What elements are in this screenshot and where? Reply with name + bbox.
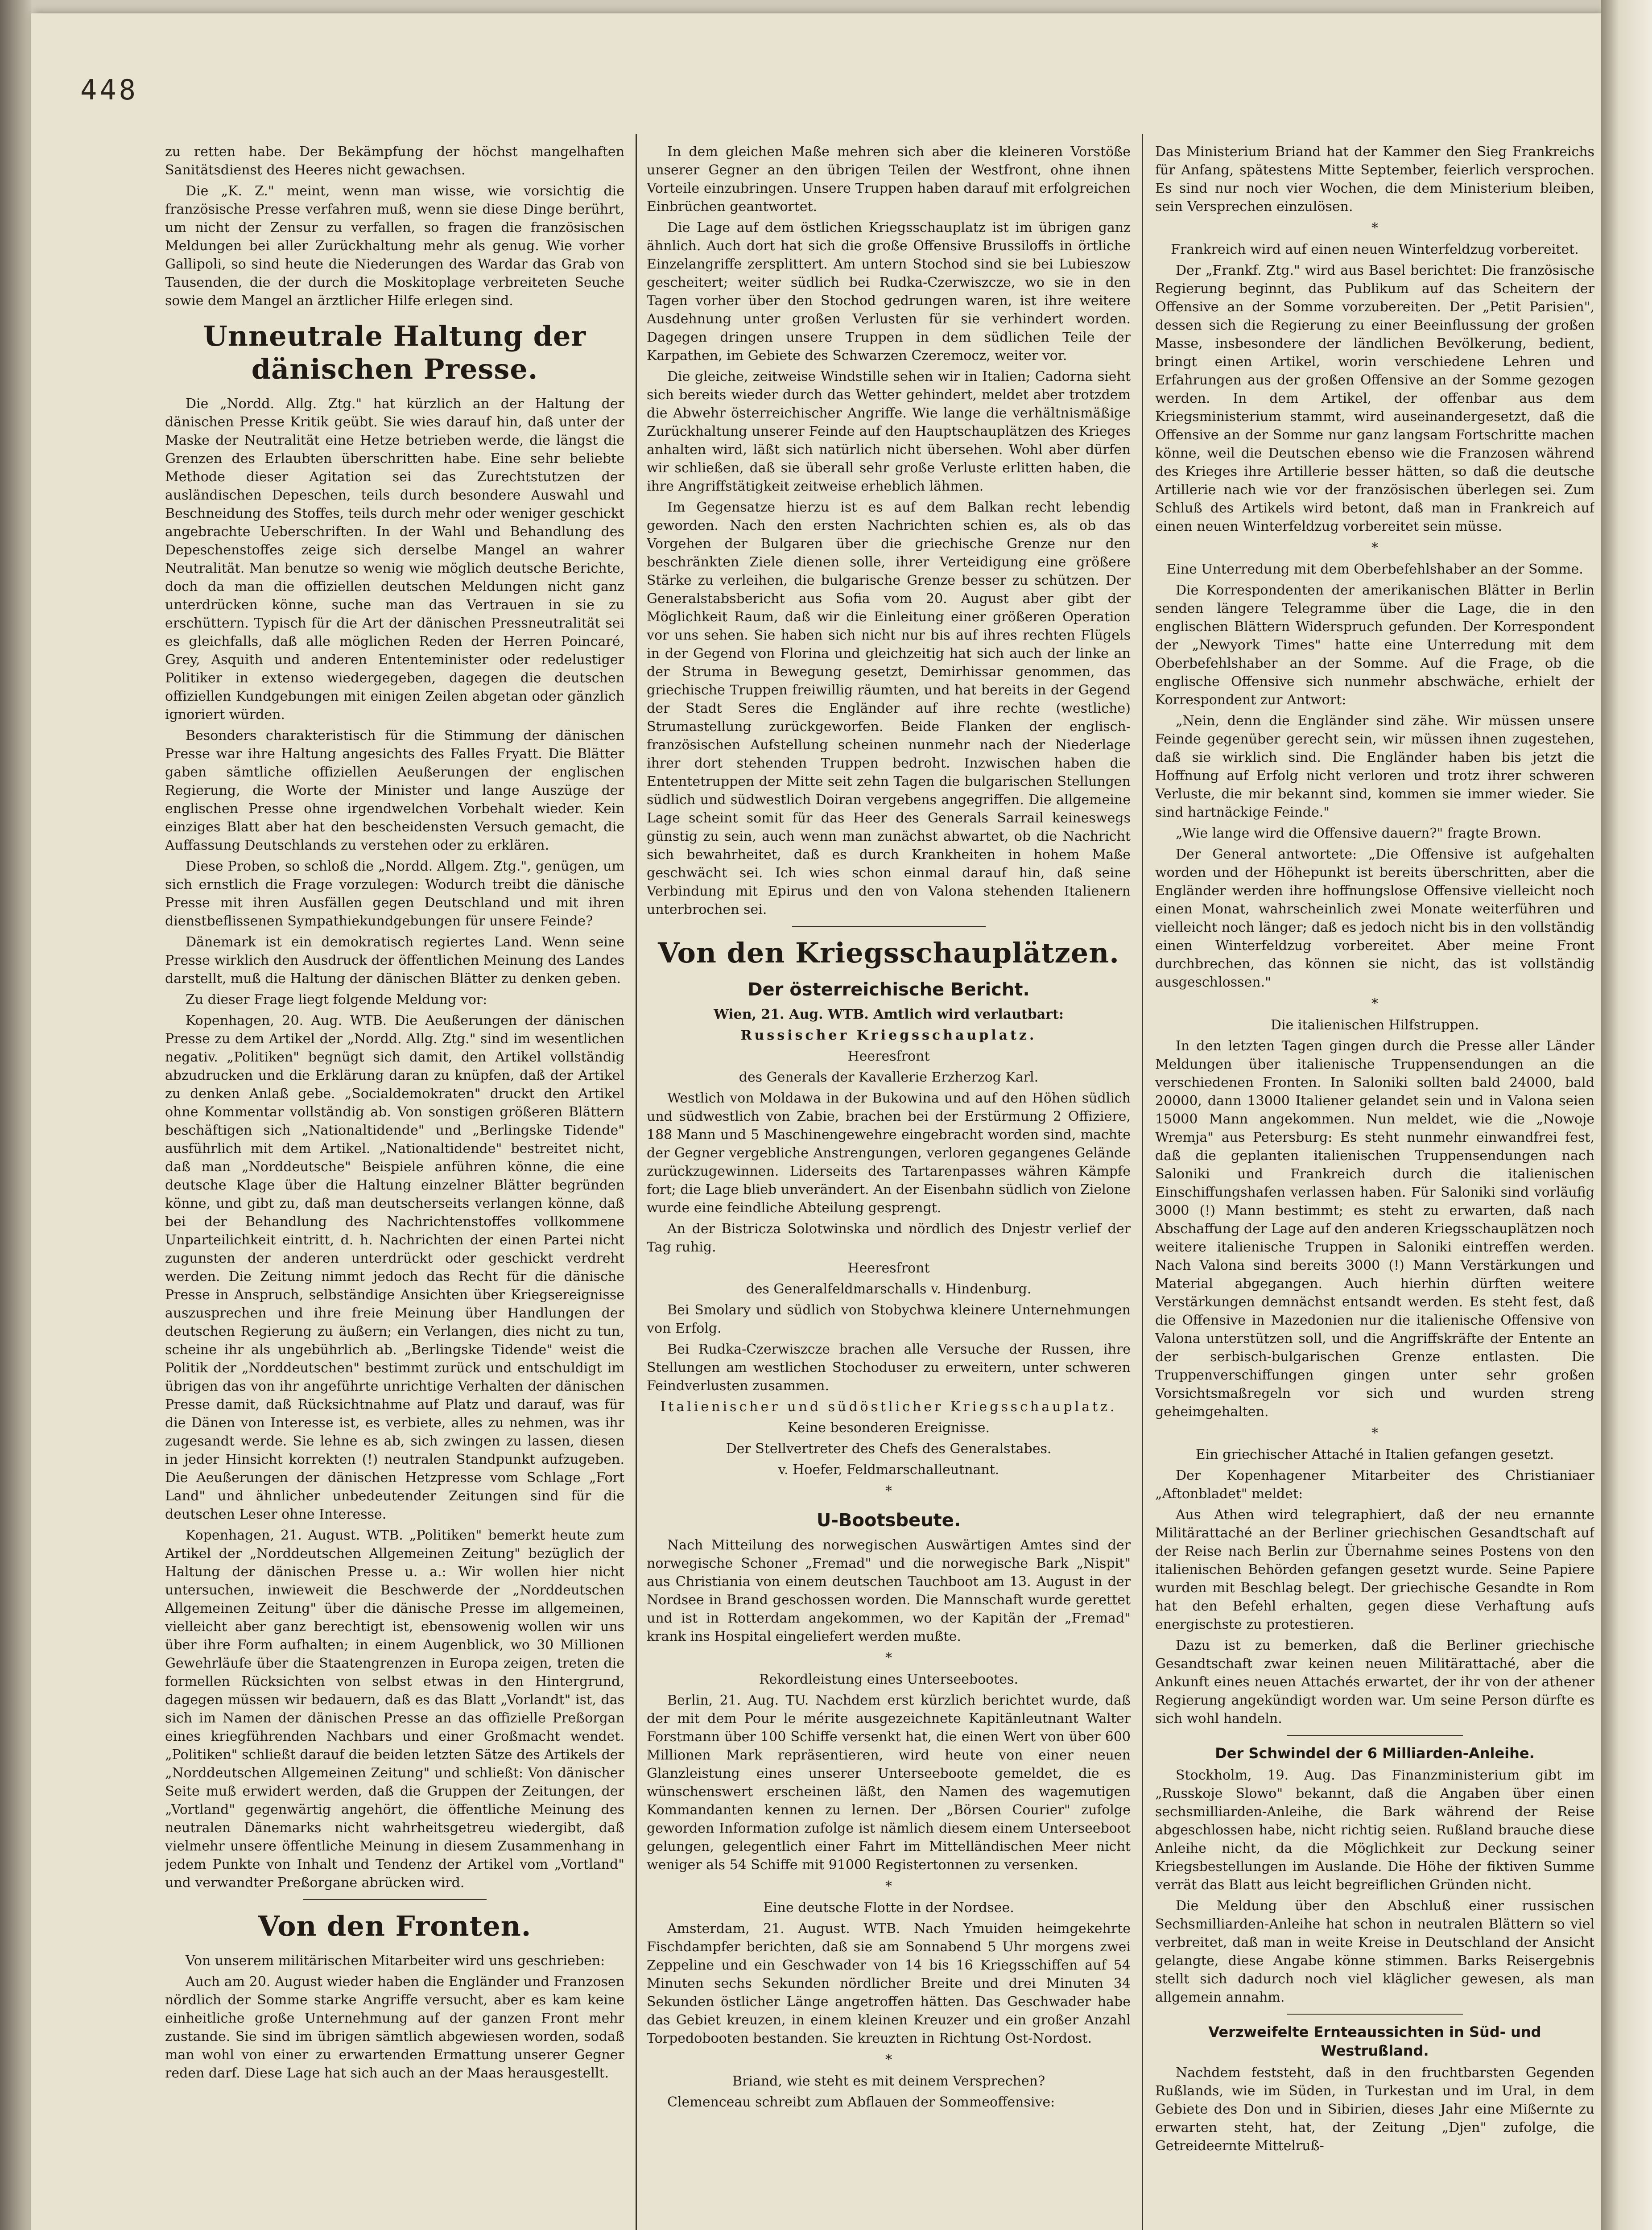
section-label: des Generalfeldmarschalls v. Hindenburg. [746, 1281, 1032, 1297]
paragraph: Die „K. Z." meint, wenn man wisse, wie vorsichtig die französische Presse verfahren muß, wenn sie diese Dinge berührt, um nicht der Zensur zu verfallen, so fragen die französischen Meldungen bei aller Zurückhaltung mehr als genug. Wie vorher Gallipoli, so sind heute die Niederungen des Wardar das Grab von Tausenden, die der durch die Moskitoplage verbreiteten Seuche sowie dem Mangel an ärztlicher Hilfe erlegen sind. [165, 183, 624, 309]
paragraph: Zu dieser Frage liegt folgende Meldung vor: [186, 992, 487, 1008]
column-rule [636, 134, 637, 2230]
paragraph: Westlich von Moldawa in der Bukowina und auf den Höhen südlich und südwestlich von Zabie, brachen bei der Erstürmung 2 Offiziere, 188 Mann und 5 Maschinengewehre eingebracht worden sind, machte der Gegner vergebliche Anstrengungen, verloren gegangenes Gelände zurückzugewinnen. Liderseits des Tartarenpasses währen Kämpfe fort; die Lage blieb unverändert. An der Eisenbahn südlich von Zielone wurde eine feindliche Abteilung gesprengt. [647, 1090, 1131, 1216]
separator-star: * [1371, 220, 1378, 236]
paragraph: Die Korrespondenten der amerikanischen Blätter in Berlin senden längere Telegramme über die Lage, die in den englischen Blättern Widerspruch gefunden. Der Korrespondent der „Newyork Times" hatte eine Unterredung mit dem Oberbefehlshaber an der Somme. Auf die Frage, ob die englische Offensive sich nunmehr abschwäche, erhielt der Korrespondent zur Antwort: [1155, 582, 1594, 708]
paragraph: Kopenhagen, 20. Aug. WTB. Die Aeußerungen der dänischen Presse zu dem Artikel der „Nordd. Allg. Ztg." sind im wesentlichen negativ. „Politiken" begnügt sich damit, den Artikel vollständig abzudrucken und die Erklärung daran zu knüpfen, daß der Artikel zu denken Anlaß gebe. „Socialdemokraten" druckt den Artikel ohne Kommentar vollständig ab. Von sonstigen größeren Blättern beschäftigen sich „Nationaltidende" und „Berlingske Tidende" ausführlich mit dem Artikel. „Nationaltidende" bestreitet nicht, daß man „Norddeutsche" Beispiele anführen könne, die eine deutsche Klage über die Haltung einzelner Blätter begründen könne, und gibt zu, daß man deutscherseits verlangen könne, daß bei der Behandlung des Nachrichtenstoffes vollkommene Unparteilichkeit eintritt, d. h. Nachrichten der einen Partei nicht zugunsten der anderen unterdrückt oder geschickt verdreht werden. Die Zeitung nimmt jedoch das Recht für die dänische Presse in Anspruch, selbständige Ansichten über Kriegsereignisse auszusprechen und ihre freie Meinung über Handlungen der deutschen Regierung zu äußern; ein Verlangen, dies nicht zu tun, scheine ihr als ungebührlich ab. „Berlingske Tidende" weist die Politik der „Norddeutschen" bestimmt zurück und entschuldigt im übrigen das von ihr angeführte unrichtige Verhalten der dänischen Presse damit, daß Rücksichtnahme auf Platz und darauf, was für die Dänen von Interesse ist, es verbiete, alles zu nehmen, was ihr zugesandt werde. Sie lehne es ab, sich zwingen zu lassen, diesen in jeder Hinsicht korrekten (!) neutralen Standpunkt aufzugeben. Die Aeußerungen der dänischen Hetzpresse vom Schlage „Fort Land" und ähnlicher unbedeutender Zeitungen sind für die deutschen Leser ohne Interesse. [165, 1013, 624, 1522]
column-2 [647, 143, 1131, 2230]
paragraph: Kopenhagen, 21. August. WTB. „Politiken" bemerkt heute zum Artikel der „Norddeutschen Allgemeinen Zeitung" bezüglich der Haltung der dänischen Presse u. a.: Wir wollen hier nicht untersuchen, inwieweit die Beschwerde der „Norddeutschen Allgemeinen Zeitung" über die dänische Presse im allgemeinen, vielleicht aber ganz berechtigt ist, ebensowenig wollen wir uns über ihre Form aufhalten; in einem Augenblick, wo 30 Millionen Gewehrläufe über die Staatengrenzen in Europa zeigen, treten die formellen Rücksichten von selbst etwas in den Hintergrund, dagegen müssen wir bedauern, daß es das Blatt „Vorlandt" ist, das sich im Namen der dänischen Presse an das offizielle Preßorgan eines kriegführenden Nachbars und einer Großmacht wendet. „Politiken" schließt darauf die beiden letzten Sätze des Artikels der „Norddeutschen Allgemeinen Zeitung" und schließt: Von dänischer Seite muß erwidert werden, daß die Gruppen der Zeitungen, der „Vortland" gegenwärtig angehört, die öffentliche Meinung des neutralen Dänemarks nicht wahrheitsgetreu wiedergibt, daß vielmehr unsere öffentliche Meinung in diesem Zusammenhang in jedem Punkte von Inhalt und Tendenz der Artikel vom „Vortland" und verwandter Preßorgane abrücken wird. [165, 1528, 624, 1891]
paragraph: Bei Rudka-Czerwiszcze brachen alle Versuche der Russen, ihre Stellungen am westlichen Stochoduser zu erweitern, unter schweren Feindverlusten zusammen. [647, 1342, 1131, 1394]
section-label: Russischer Kriegsschauplatz. [740, 1028, 1037, 1043]
headline-schwindel: Der Schwindel der 6 Milliarden-Anleihe. [1215, 1745, 1535, 1762]
headline-kriegsschauplaetze: Von den Kriegsschauplätzen. [658, 937, 1119, 969]
divider [303, 1899, 487, 1900]
paragraph: Berlin, 21. Aug. TU. Nachdem erst kürzlich berichtet wurde, daß der mit dem Pour le mérite ausgezeichnete Kapitänleutnant Walter Forstmann über 100 Schiffe versenkt hat, die einen Wert von über 600 Millionen Mark repräsentieren, wird heute von einer neuen Glanzleistung eines unserer Unterseeboote gemeldet, die es wünschenswert erscheinen läßt, den Namen des wagemutigen Kommandanten kennen zu lernen. Der „Börsen Courier" zufolge geworden Information zufolge ist nämlich diesem einem Unterseeboot gelungen, gelegentlich einer Fahrt im Mittelländischen Meer nicht weniger als 54 Schiffe mit 91000 Registertonnen zu versenken. [647, 1693, 1131, 1873]
separator-star: * [885, 1650, 892, 1666]
book-spine [0, 0, 31, 2230]
paragraph: Dazu ist zu bemerken, daß die Berliner griechische Gesandtschaft zwar keinen neuen Militärattaché, aber die Ankunft eines neuen Attachés erwartet, der ihr von der athener Regierung angekündigt worden war. Um seine Person dürfte es sich wohl handeln. [1155, 1638, 1594, 1726]
page-edge [1601, 0, 1652, 2230]
headline-uboot: U-Bootsbeute. [816, 1510, 961, 1531]
paragraph: Die „Nordd. Allg. Ztg." hat kürzlich an der Haltung der dänischen Presse Kritik geübt. Sie wies darauf hin, daß unter der Maske der Neutralität eine Hetze betrieben werde, die längst die Grenzen des Erlaubten überschritten habe. Eine sehr beliebte Methode dieser Agitation sei das Zurechtstutzen der ausländischen Depeschen, teils durch besondere Auswahl und Beschneidung des Stoffes, teils durch mehr oder weniger geschickt angebrachte Ueberschriften. In der Wahl und Behandlung des Depeschenstoffes zeige sich derselbe Mangel an wahrer Neutralität. Man benutze so wenig wie möglich deutsche Berichte, doch da man die offiziellen deutschen Meldungen nicht ganz unterdrücken könne, suche man das Vertrauen in sie zu erschüttern. Typisch für die Art der dänischen Pressneutralität sei es gleichfalls, daß alle möglichen Reden der Herren Poincaré, Grey, Asquith und anderen Ententeminister oder redelustiger Politiker in extenso wiedergegeben, dagegen die deutschen offiziellen Kundgebungen mit einigen Zeilen abgetan oder gänzlich ignoriert würden. [165, 396, 624, 723]
paragraph: „Wie lange wird die Offensive dauern?" fragte Brown. [1176, 826, 1541, 841]
dateline: Wien, 21. Aug. WTB. Amtlich wird verlautbart: [714, 1007, 1064, 1022]
paragraph: Amsterdam, 21. August. WTB. Nach Ymuiden heimgekehrte Fischdampfer berichten, daß sie am Sonnabend 5 Uhr morgens zwei Zeppeline und ein Geschwader von 14 bis 16 Kriegsschiffen auf 54 Minuten sechs Sekunden nördlicher Breite und drei Minuten 34 Sekunden östlicher Länge angetroffen hätten. Das Geschwader habe das Gebiet kreuzen, in einem kleinen Kreuzer und ein großer Anzahl Torpedobooten bestanden. Sie kreuzten in Richtung Ost-Nordost. [647, 1921, 1131, 2046]
headline-unneutral: Unneutrale Haltung der dänischen Presse. [203, 320, 586, 385]
separator-star: * [885, 2052, 892, 2068]
paragraph: Diese Proben, so schloß die „Nordd. Allgem. Ztg.", genügen, um sich ernstlich die Frage vorzulegen: Wodurch treibt die dänische Presse mit ihren Ausfällen gegen Deutschland und mit ihren dienstbeflissenen Sympathiekundgebungen für unsere Feinde? [165, 859, 624, 929]
paragraph: Die Meldung über den Abschluß einer russischen Sechsmilliarden-Anleihe hat schon in neutralen Blättern so viel verbreitet, daß man in weite Kreise in Deutschland der Ansicht gelangte, diese Angabe könne stimmen. Barks Reisergebnis stellt sich dadurch noch viel kläglicher gewesen, als man allgemein annahm. [1155, 1898, 1594, 2005]
separator-star: * [885, 1879, 892, 1894]
column-rule [1142, 134, 1143, 2230]
paragraph: Von unserem militärischen Mitarbeiter wird uns geschrieben: [186, 1953, 605, 1969]
paragraph: Der General antwortete: „Die Offensive ist aufgehalten worden und der Höhepunkt ist bereits überschritten, aber die Engländer werden ihre hoffnungslose Offensive vielleicht noch einen Monat, wahrscheinlich zwei Monate weiterführen und vielleicht noch länger; daß es jedoch nicht bis in den vollständig einen Winterfeldzug vorbereitet. Aber meine Front durchbrechen, das können sie nicht, das ist vollständig ausgeschlossen." [1155, 847, 1594, 990]
paragraph: Stockholm, 19. Aug. Das Finanzministerium gibt im „Russkoje Slowo" bekannt, daß die Angaben über einen sechsmilliarden-Anleihe, die Bark während der Reise abgeschlossen habe, nicht richtig seien. Rußland brauche diese Anleihe nicht, da die Möglichkeit zur Deckung seiner Kriegsbestellungen im Auslande. Die Höhe der fiktiven Summe verrät das Blatt aus leicht begreiflichen Gründen nicht. [1155, 1767, 1594, 1893]
separator-star: * [885, 1483, 892, 1499]
paragraph: Die gleiche, zeitweise Windstille sehen wir in Italien; Cadorna sieht sich bereits wieder durch das Wetter gehindert, meldet aber trotzdem die Abwehr österreichischer Angriffe. Wie lange die verhältnismäßige Zurückhaltung unserer Feinde auf den Hauptschauplätzen des Krieges anhalten wird, läßt sich natürlich nicht übersehen. Wohl aber dürfen wir schließen, daß sie überall sehr große Verluste erlitten haben, die ihre Angriffstätigkeit zeitweise erheblich lähmen. [647, 369, 1131, 494]
section-label: Heeresfront [847, 1049, 930, 1064]
signature: Der Stellvertreter des Chefs des Generalstabes. [726, 1441, 1052, 1457]
subheadline-winterfeldzug: Frankreich wird auf einen neuen Winterfeldzug vorbereitet. [1171, 242, 1579, 257]
paragraph: zu retten habe. Der Bekämpfung der höchst mangelhaften Sanitätsdienst des Heeres nicht gewachsen. [165, 144, 624, 178]
paragraph: Bei Smolary und südlich von Stobychwa kleinere Unternehmungen von Erfolg. [647, 1302, 1131, 1336]
section-label: Italienischer und südöstlicher Kriegsschauplatz. [660, 1399, 1117, 1415]
subheadline-flotte: Eine deutsche Flotte in der Nordsee. [763, 1900, 1014, 1916]
paragraph: Das Ministerium Briand hat der Kammer den Sieg Frankreichs für Anfang, spätestens Mitte September, feierlich versprochen. Es sind nur noch vier Wochen, die dem Ministerium bleiben, sein Versprechen einzulösen. [1155, 144, 1594, 215]
paragraph: In den letzten Tagen gingen durch die Presse aller Länder Meldungen über italienische Truppensendungen an die verschiedenen Fronten. In Saloniki sollten bald 24000, bald 20000, dann 13000 Italiener gelandet sein und in Valona seien 15000 Mann angekommen. Nun meldet, wie die „Nowoje Wremja" aus Petersburg: Es steht nunmehr einwandfrei fest, daß die geplanten italienischen Truppensendungen nach Saloniki und Frankreich durch die italienischen Einschiffungshafen verlassen haben. Für Saloniki sind vorläufig 3000 (!) Mann bestimmt; es steht zu erwarten, daß nach Abschaffung der Lage auf den anderen Kriegsschauplätzen noch weitere italienische Truppen in Saloniki eintreffen werden. Nach Valona sind bereits 3000 (!) Mann Verstärkungen und Material abgegangen. Auch hierhin dürften weitere Verstärkungen demnächst entsandt werden. Es steht fest, daß die Offensive in Mazedonien nur die italienische Offensive von Valona unterstützen soll, und die Angriffskräfte der Entente an der serbisch-bulgarischen Grenze entlasten. Die Truppenverschiffungen gingen unter sehr großen Vorsichtsmaßregeln vor sich und wurden streng geheimgehalten. [1155, 1038, 1594, 1420]
section-label: Keine besonderen Ereignisse. [787, 1420, 990, 1436]
paragraph: Nach Mitteilung des norwegischen Auswärtigen Amtes sind der norwegische Schoner „Fremad" und die norwegische Bark „Nispit" aus Christiania von einem deutschen Tauchboot am 13. August in der Nordsee in Brand geschossen worden. Die Mannschaft wurde gerettet und ist in Rotterdam angekommen, wo der Kapitän der „Fremad" krank ins Hospital eingeliefert werden mußte. [647, 1537, 1131, 1644]
divider [792, 926, 986, 927]
subheadline-unterredung: Eine Unterredung mit dem Oberbefehlshaber an der Somme. [1166, 562, 1583, 577]
paragraph: „Nein, denn die Engländer sind zähe. Wir müssen unsere Feinde gegenüber gerecht sein, wir müssen ihnen zugestehen, daß sie wirklich sind. Die Engländer haben bis jetzt die Hoffnung auf Erfolg nicht verloren und trotz ihrer schweren Verluste, die mir bekannt sind, kommen sie immer wieder. Sie sind hartnäckige Feinde." [1155, 713, 1594, 820]
paragraph: Besonders charakteristisch für die Stimmung der dänischen Presse war ihre Haltung angesichts des Falles Fryatt. Die Blätter gaben sämtliche offiziellen Aeußerungen der englischen Regierung, die Worte der Minister und lange Auszüge der englischen Presse ohne irgendwelchen Vorbehalt wieder. Kein einziges Blatt aber hat den bescheidensten Versuch gemacht, die Auffassung Deutschlands zu verstehen oder zu erklären. [165, 728, 624, 853]
section-label: Heeresfront [847, 1260, 930, 1276]
column-3 [1155, 143, 1594, 2230]
separator-star: * [1371, 540, 1378, 556]
paragraph: Der Kopenhagener Mitarbeiter des Christianiaer „Aftonbladet" meldet: [1155, 1468, 1594, 1502]
paragraph: Aus Athen wird telegraphiert, daß der neu ernannte Militärattaché an der Berliner griechischen Gesandtschaft auf der Reise nach Berlin zur Übernahme seines Postens von den italienischen Behörden gefangen gesetzt wurde. Seine Papiere wurden mit Beschlag belegt. Der griechische Gesandte in Rom hat den Befehl erhalten, gegen diese Verhaftung aufs energischste zu protestieren. [1155, 1507, 1594, 1632]
signature: v. Hoefer, Feldmarschalleutnant. [778, 1462, 999, 1478]
headline-ernte: Verzweifelte Ernteaussichten in Süd- und Westrußland. [1208, 2024, 1541, 2059]
column-1 [165, 143, 624, 2230]
paragraph: Auch am 20. August wieder haben die Engländer und Franzosen nördlich der Somme starke Angriffe versucht, aber es kam keine einheitliche große Unternehmung auf der ganzen Front mehr zustande. Sie sind im übrigen sämtlich abgewiesen worden, sodaß man wohl von einer zu erwartenden Ermattung unserer Gegner reden darf. Diese Lage hat sich auch an der Maas herausgestellt. [165, 1974, 624, 2081]
subheadline-rekord: Rekordleistung eines Unterseebootes. [759, 1672, 1018, 1687]
subheadline-hilfstruppen: Die italienischen Hilfstruppen. [1270, 1017, 1479, 1033]
separator-star: * [1371, 996, 1378, 1012]
paragraph: Der „Frankf. Ztg." wird aus Basel berichtet: Die französische Regierung beginnt, das Publikum auf das Scheitern der Offensive an der Somme vorzubereiten. Der „Petit Parisien", dessen sich die Regierung zu einer Beeinflussung der großen Masse, insbesondere der ländlichen Bevölkerung, bedient, bringt einen Artikel, worin verschiedene Lehren und Erfahrungen aus der großen Offensive an der Somme gezogen werden. In dem Artikel, der offenbar aus dem Kriegsministerium stammt, wird auseinandergesetzt, daß die Offensive an der Somme nur ganz langsam Fortschritte machen könne, weil die Deutschen ebenso wie die Franzosen während des Krieges ihre Artillerie besser hätten, so daß die deutsche Artillerie nach wie vor der französischen überlegen sei. Zum Schluß des Artikels wird betont, daß man in Frankreich auf einen neuen Winterfeldzug vorbereitet sein müsse. [1155, 263, 1594, 534]
paragraph: In dem gleichen Maße mehren sich aber die kleineren Vorstöße unserer Gegner an den übrigen Teilen der Westfront, ohne ihnen Vorteile einzubringen. Unsere Truppen haben darauf mit erfolgreichen Einbrüchen geantwortet. [647, 144, 1131, 215]
paragraph: Dänemark ist ein demokratisch regiertes Land. Wenn seine Presse wirklich den Ausdruck der öffentlichen Meinung des Landes darstellt, muß die Haltung der dänischen Blätter zu denken geben. [165, 934, 624, 987]
paragraph: Die Lage auf dem östlichen Kriegsschauplatz ist im übrigen ganz ähnlich. Auch dort hat sich die große Offensive Brussiloffs in örtliche Einzelangriffe zersplittert. Am untern Stochod sind sie bei Lubieszow gescheitert; weiter südlich bei Rudka-Czerwiszcze, wo sie in den Tagen vorher über den Stochod gedrungen waren, ist ihre weitere Ausdehnung unter großen Verlusten für sie verhindert worden. Dagegen dringen unsere Truppen in dem südlichen Teile der Karpathen, im Gebiete des Schwarzen Czeremocz, weiter vor. [647, 220, 1131, 363]
section-label: des Generals der Kavallerie Erzherzog Karl. [739, 1070, 1039, 1085]
paragraph: An der Bistricza Solotwinska und nördlich des Dnjestr verlief der Tag ruhig. [647, 1221, 1131, 1255]
separator-star: * [1371, 1425, 1378, 1441]
page-number: 448 [80, 74, 138, 106]
paragraph: Nachdem feststeht, daß in den fruchtbarsten Gegenden Rußlands, wie im Süden, in Turkestan und im Ural, in dem Gebiete des Don und in Sibirien, dieses Jahr eine Mißernte zu erwarten steht, hat, der Zeitung „Djen" zufolge, die Getreideernte Mittelruß- [1155, 2065, 1594, 2154]
subheadline-attache: Ein griechischer Attaché in Italien gefangen gesetzt. [1195, 1447, 1554, 1462]
divider [1287, 1735, 1463, 1736]
paragraph: Clemenceau schreibt zum Abflauen der Sommeoffensive: [667, 2094, 1055, 2110]
divider [1287, 2014, 1463, 2015]
headline-oesterreichischer-bericht: Der österreichische Bericht. [748, 979, 1030, 1000]
paragraph: Im Gegensatze hierzu ist es auf dem Balkan recht lebendig geworden. Nach den ersten Nachrichten schien es, als ob das Vorgehen der Bulgaren über die griechische Grenze nur den beschränkten Ziele dienen solle, ihrer Verteidigung eine größere Stärke zu verleihen, die bulgarische Grenze besser zu schützen. Der Generalstabsbericht aus Sofia vom 20. August aber gibt der Möglichkeit Raum, daß wir die Einleitung einer größeren Operation vor uns sehen. Sie haben sich nicht nur bis auf ihres rechten Flügels in der Gegend von Florina und gleichzeitig hat sich auch der linke an der Struma in Bewegung gesetzt, Demirhissar genommen, das griechische Truppen freiwillig räumten, und hat bereits in der Gegend der Stadt Seres die Engländer auf ihre rechte (westliche) Strumastellung zurückgeworfen. Beide Flanken der englisch-französischen Aufstellung scheinen nunmehr nach der Niederlage ihrer dort stehenden Truppen bedroht. Inzwischen haben die Ententetruppen der Mitte seit zehn Tagen die bulgarischen Stellungen südlich und südwestlich Doiran vergebens angegriffen. Die allgemeine Lage scheint somit für das Heer des Generals Sarrail keineswegs günstig zu sein, auch wenn man zunächst abwartet, ob die Nachricht sich bewahrheitet, daß es durch Krankheiten in hohem Maße geschwächt sei. Ich wies schon einmal darauf hin, daß seine Verbindung mit Epirus und den von Valona stehenden Italienern unterbrochen sei. [647, 500, 1131, 917]
subheadline-briand: Briand, wie steht es mit deinem Versprechen? [732, 2073, 1045, 2089]
headline-fronten: Von den Fronten. [258, 1910, 532, 1942]
